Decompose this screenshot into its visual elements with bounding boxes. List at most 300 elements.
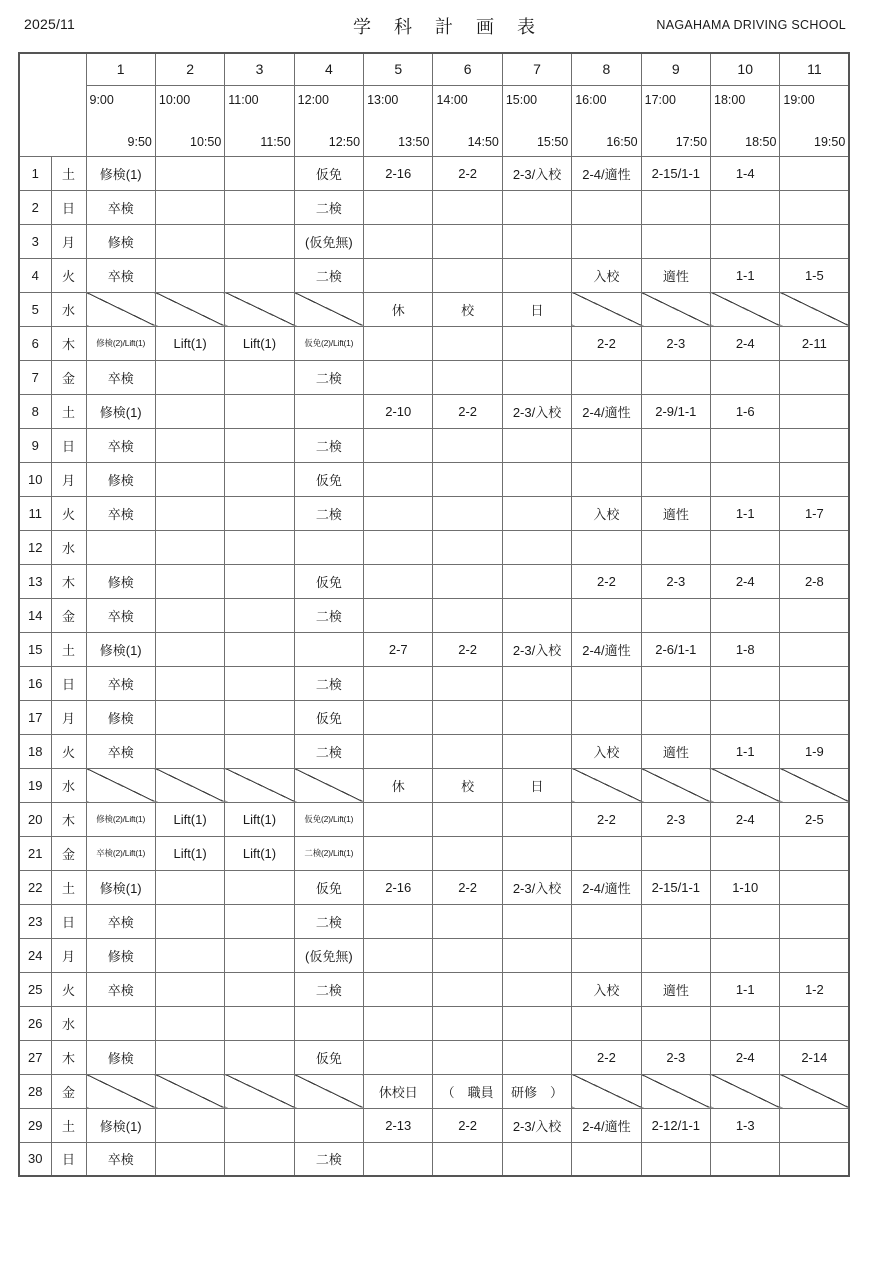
schedule-cell[interactable] <box>711 1142 780 1176</box>
schedule-cell[interactable]: Lift(1) <box>225 326 294 360</box>
schedule-cell[interactable] <box>225 938 294 972</box>
schedule-cell[interactable] <box>780 870 849 904</box>
schedule-cell[interactable] <box>225 1040 294 1074</box>
schedule-cell[interactable]: 2-16 <box>364 156 433 190</box>
closed-period-cell[interactable] <box>294 292 363 326</box>
schedule-cell[interactable] <box>711 530 780 564</box>
schedule-cell[interactable] <box>225 870 294 904</box>
schedule-cell[interactable]: 2-15/1-1 <box>641 156 710 190</box>
schedule-cell[interactable] <box>225 598 294 632</box>
schedule-cell[interactable] <box>502 326 571 360</box>
schedule-cell[interactable]: 2-2 <box>572 802 641 836</box>
closed-period-cell[interactable] <box>225 768 294 802</box>
schedule-cell[interactable] <box>502 496 571 530</box>
schedule-cell[interactable] <box>433 1006 502 1040</box>
schedule-cell[interactable] <box>641 938 710 972</box>
schedule-cell[interactable] <box>502 938 571 972</box>
schedule-cell[interactable] <box>225 632 294 666</box>
closed-period-cell[interactable] <box>780 1074 849 1108</box>
schedule-cell[interactable]: 1-1 <box>711 496 780 530</box>
schedule-cell[interactable] <box>433 326 502 360</box>
schedule-cell[interactable]: 2-3/入校 <box>502 1108 571 1142</box>
schedule-cell[interactable]: 卒検 <box>86 904 155 938</box>
schedule-cell[interactable] <box>780 700 849 734</box>
schedule-cell[interactable] <box>364 802 433 836</box>
schedule-cell[interactable]: 2-15/1-1 <box>641 870 710 904</box>
schedule-cell[interactable]: 卒検 <box>86 360 155 394</box>
schedule-cell[interactable] <box>572 700 641 734</box>
schedule-cell[interactable]: 2-9/1-1 <box>641 394 710 428</box>
schedule-cell[interactable]: 仮免 <box>294 564 363 598</box>
closed-period-cell[interactable] <box>86 292 155 326</box>
schedule-cell[interactable]: 仮免(2)/Lift(1) <box>294 326 363 360</box>
schedule-cell[interactable] <box>433 1142 502 1176</box>
schedule-cell[interactable]: 適性 <box>641 734 710 768</box>
closed-period-cell[interactable] <box>155 768 224 802</box>
schedule-cell[interactable] <box>364 360 433 394</box>
schedule-cell[interactable] <box>641 666 710 700</box>
schedule-cell[interactable]: 2-2 <box>433 870 502 904</box>
closed-period-cell[interactable] <box>572 768 641 802</box>
schedule-cell[interactable]: 2-4/適性 <box>572 632 641 666</box>
schedule-cell[interactable]: 2-4 <box>711 564 780 598</box>
schedule-cell[interactable]: 2-3/入校 <box>502 156 571 190</box>
schedule-cell[interactable]: 校 <box>433 768 502 802</box>
schedule-cell[interactable]: 適性 <box>641 496 710 530</box>
schedule-cell[interactable] <box>641 428 710 462</box>
schedule-cell[interactable] <box>711 462 780 496</box>
schedule-cell[interactable] <box>502 360 571 394</box>
schedule-cell[interactable]: 研修 ） <box>502 1074 571 1108</box>
schedule-cell[interactable] <box>711 700 780 734</box>
schedule-cell[interactable]: Lift(1) <box>225 802 294 836</box>
schedule-cell[interactable] <box>502 258 571 292</box>
schedule-cell[interactable]: Lift(1) <box>155 326 224 360</box>
schedule-cell[interactable] <box>225 904 294 938</box>
schedule-cell[interactable] <box>364 1142 433 1176</box>
schedule-cell[interactable] <box>572 224 641 258</box>
schedule-cell[interactable] <box>641 462 710 496</box>
schedule-cell[interactable] <box>155 1040 224 1074</box>
schedule-cell[interactable] <box>572 598 641 632</box>
schedule-cell[interactable] <box>780 904 849 938</box>
schedule-cell[interactable] <box>364 1040 433 1074</box>
schedule-cell[interactable]: 2-4 <box>711 326 780 360</box>
schedule-cell[interactable]: 二検 <box>294 428 363 462</box>
schedule-cell[interactable]: 入校 <box>572 258 641 292</box>
schedule-cell[interactable] <box>433 734 502 768</box>
schedule-cell[interactable] <box>641 530 710 564</box>
schedule-cell[interactable] <box>364 700 433 734</box>
schedule-cell[interactable] <box>502 972 571 1006</box>
schedule-cell[interactable] <box>433 428 502 462</box>
schedule-cell[interactable] <box>155 462 224 496</box>
schedule-cell[interactable] <box>364 1006 433 1040</box>
schedule-cell[interactable] <box>572 836 641 870</box>
schedule-cell[interactable] <box>155 428 224 462</box>
schedule-cell[interactable]: 2-4/適性 <box>572 394 641 428</box>
schedule-cell[interactable]: 修検(2)/Lift(1) <box>86 326 155 360</box>
schedule-cell[interactable] <box>572 1006 641 1040</box>
schedule-cell[interactable]: 2-3 <box>641 326 710 360</box>
schedule-cell[interactable]: 2-2 <box>433 1108 502 1142</box>
schedule-cell[interactable] <box>225 190 294 224</box>
schedule-cell[interactable]: 卒検 <box>86 666 155 700</box>
schedule-cell[interactable] <box>86 1006 155 1040</box>
schedule-cell[interactable] <box>155 564 224 598</box>
schedule-cell[interactable]: 2-2 <box>572 326 641 360</box>
schedule-cell[interactable] <box>225 530 294 564</box>
closed-period-cell[interactable] <box>225 292 294 326</box>
schedule-cell[interactable] <box>641 1142 710 1176</box>
schedule-cell[interactable] <box>641 1006 710 1040</box>
schedule-cell[interactable]: 日 <box>502 292 571 326</box>
schedule-cell[interactable] <box>433 190 502 224</box>
schedule-cell[interactable] <box>711 938 780 972</box>
schedule-cell[interactable] <box>225 666 294 700</box>
schedule-cell[interactable]: 修検 <box>86 462 155 496</box>
schedule-cell[interactable]: 二検 <box>294 972 363 1006</box>
schedule-cell[interactable]: 修検(1) <box>86 1108 155 1142</box>
schedule-cell[interactable] <box>155 224 224 258</box>
schedule-cell[interactable] <box>225 496 294 530</box>
schedule-cell[interactable]: 二検 <box>294 258 363 292</box>
schedule-cell[interactable] <box>572 666 641 700</box>
schedule-cell[interactable]: （ 職員 <box>433 1074 502 1108</box>
schedule-cell[interactable]: 入校 <box>572 972 641 1006</box>
schedule-cell[interactable] <box>780 462 849 496</box>
schedule-cell[interactable]: 二検(2)/Lift(1) <box>294 836 363 870</box>
schedule-cell[interactable]: 2-4 <box>711 802 780 836</box>
schedule-cell[interactable]: (仮免無) <box>294 224 363 258</box>
schedule-cell[interactable] <box>364 938 433 972</box>
schedule-cell[interactable] <box>711 1006 780 1040</box>
schedule-cell[interactable] <box>294 394 363 428</box>
schedule-cell[interactable] <box>294 530 363 564</box>
schedule-cell[interactable]: 1-8 <box>711 632 780 666</box>
schedule-cell[interactable] <box>711 428 780 462</box>
schedule-cell[interactable] <box>155 972 224 1006</box>
schedule-cell[interactable]: 2-3/入校 <box>502 870 571 904</box>
schedule-cell[interactable] <box>364 326 433 360</box>
schedule-cell[interactable] <box>502 904 571 938</box>
schedule-cell[interactable] <box>711 598 780 632</box>
schedule-cell[interactable] <box>155 394 224 428</box>
schedule-cell[interactable]: 2-3 <box>641 1040 710 1074</box>
closed-period-cell[interactable] <box>711 292 780 326</box>
closed-period-cell[interactable] <box>225 1074 294 1108</box>
schedule-cell[interactable] <box>780 428 849 462</box>
schedule-cell[interactable]: 二検 <box>294 904 363 938</box>
schedule-cell[interactable]: 二検 <box>294 360 363 394</box>
schedule-cell[interactable]: 日 <box>502 768 571 802</box>
schedule-cell[interactable]: 二検 <box>294 598 363 632</box>
schedule-cell[interactable]: 卒検 <box>86 734 155 768</box>
schedule-cell[interactable]: 2-2 <box>572 1040 641 1074</box>
schedule-cell[interactable] <box>155 700 224 734</box>
schedule-cell[interactable]: 卒検 <box>86 598 155 632</box>
schedule-cell[interactable]: 2-2 <box>572 564 641 598</box>
schedule-cell[interactable] <box>155 156 224 190</box>
closed-period-cell[interactable] <box>711 768 780 802</box>
schedule-cell[interactable] <box>780 666 849 700</box>
schedule-cell[interactable] <box>433 258 502 292</box>
schedule-cell[interactable] <box>294 1006 363 1040</box>
closed-period-cell[interactable] <box>294 1074 363 1108</box>
schedule-cell[interactable] <box>711 904 780 938</box>
schedule-cell[interactable] <box>433 360 502 394</box>
schedule-cell[interactable] <box>572 462 641 496</box>
schedule-cell[interactable] <box>225 394 294 428</box>
closed-period-cell[interactable] <box>641 1074 710 1108</box>
schedule-cell[interactable]: 2-4/適性 <box>572 1108 641 1142</box>
schedule-cell[interactable] <box>502 802 571 836</box>
schedule-cell[interactable]: 仮免 <box>294 462 363 496</box>
schedule-cell[interactable]: 2-16 <box>364 870 433 904</box>
schedule-cell[interactable] <box>780 156 849 190</box>
schedule-cell[interactable] <box>572 360 641 394</box>
schedule-cell[interactable] <box>364 258 433 292</box>
schedule-cell[interactable] <box>433 904 502 938</box>
schedule-cell[interactable] <box>502 190 571 224</box>
schedule-cell[interactable]: 1-6 <box>711 394 780 428</box>
schedule-cell[interactable] <box>433 224 502 258</box>
schedule-cell[interactable] <box>780 938 849 972</box>
schedule-cell[interactable] <box>86 530 155 564</box>
schedule-cell[interactable]: 2-7 <box>364 632 433 666</box>
closed-period-cell[interactable] <box>641 292 710 326</box>
schedule-cell[interactable]: 修検(2)/Lift(1) <box>86 802 155 836</box>
schedule-cell[interactable]: 1-2 <box>780 972 849 1006</box>
schedule-cell[interactable]: 2-2 <box>433 632 502 666</box>
schedule-cell[interactable]: 仮免 <box>294 700 363 734</box>
schedule-cell[interactable]: 2-13 <box>364 1108 433 1142</box>
closed-period-cell[interactable] <box>572 292 641 326</box>
schedule-cell[interactable]: 1-4 <box>711 156 780 190</box>
schedule-cell[interactable]: 2-3 <box>641 802 710 836</box>
schedule-cell[interactable]: 仮免 <box>294 156 363 190</box>
schedule-cell[interactable]: 二検 <box>294 1142 363 1176</box>
schedule-cell[interactable] <box>225 564 294 598</box>
schedule-cell[interactable] <box>364 428 433 462</box>
schedule-cell[interactable] <box>641 700 710 734</box>
schedule-cell[interactable] <box>155 258 224 292</box>
schedule-cell[interactable] <box>364 972 433 1006</box>
schedule-cell[interactable]: 卒検 <box>86 972 155 1006</box>
schedule-cell[interactable]: 修検 <box>86 564 155 598</box>
schedule-cell[interactable] <box>155 904 224 938</box>
schedule-cell[interactable] <box>294 1108 363 1142</box>
schedule-cell[interactable]: 修検 <box>86 700 155 734</box>
schedule-cell[interactable] <box>502 224 571 258</box>
schedule-cell[interactable] <box>155 360 224 394</box>
schedule-cell[interactable] <box>364 836 433 870</box>
schedule-cell[interactable]: 2-3/入校 <box>502 632 571 666</box>
schedule-cell[interactable] <box>502 1142 571 1176</box>
schedule-cell[interactable]: 適性 <box>641 258 710 292</box>
schedule-cell[interactable]: 2-3/入校 <box>502 394 571 428</box>
schedule-cell[interactable] <box>225 224 294 258</box>
schedule-cell[interactable] <box>433 972 502 1006</box>
schedule-cell[interactable]: 二検 <box>294 190 363 224</box>
schedule-cell[interactable]: 2-4/適性 <box>572 870 641 904</box>
schedule-cell[interactable] <box>433 700 502 734</box>
schedule-cell[interactable] <box>572 938 641 972</box>
schedule-cell[interactable] <box>433 666 502 700</box>
schedule-cell[interactable] <box>433 802 502 836</box>
schedule-cell[interactable] <box>572 190 641 224</box>
schedule-cell[interactable] <box>711 836 780 870</box>
schedule-cell[interactable]: 休 <box>364 292 433 326</box>
schedule-cell[interactable] <box>433 462 502 496</box>
schedule-cell[interactable]: 卒検 <box>86 428 155 462</box>
schedule-cell[interactable] <box>502 530 571 564</box>
schedule-cell[interactable] <box>225 462 294 496</box>
schedule-cell[interactable]: 休 <box>364 768 433 802</box>
schedule-cell[interactable]: 卒検 <box>86 496 155 530</box>
schedule-cell[interactable] <box>155 1006 224 1040</box>
schedule-cell[interactable] <box>572 530 641 564</box>
schedule-cell[interactable]: 2-6/1-1 <box>641 632 710 666</box>
closed-period-cell[interactable] <box>572 1074 641 1108</box>
schedule-cell[interactable] <box>572 904 641 938</box>
schedule-cell[interactable] <box>155 1142 224 1176</box>
schedule-cell[interactable]: 2-2 <box>433 394 502 428</box>
schedule-cell[interactable]: Lift(1) <box>155 836 224 870</box>
schedule-cell[interactable] <box>433 530 502 564</box>
schedule-cell[interactable] <box>780 632 849 666</box>
schedule-cell[interactable] <box>294 632 363 666</box>
schedule-cell[interactable] <box>572 1142 641 1176</box>
schedule-cell[interactable] <box>364 530 433 564</box>
schedule-cell[interactable] <box>502 598 571 632</box>
schedule-cell[interactable]: 入校 <box>572 734 641 768</box>
schedule-cell[interactable] <box>155 598 224 632</box>
schedule-cell[interactable]: 2-8 <box>780 564 849 598</box>
schedule-cell[interactable]: 2-11 <box>780 326 849 360</box>
closed-period-cell[interactable] <box>294 768 363 802</box>
schedule-cell[interactable] <box>502 666 571 700</box>
schedule-cell[interactable]: 2-4 <box>711 1040 780 1074</box>
schedule-cell[interactable]: 卒検 <box>86 1142 155 1176</box>
schedule-cell[interactable] <box>780 530 849 564</box>
schedule-cell[interactable] <box>711 666 780 700</box>
schedule-cell[interactable] <box>155 1108 224 1142</box>
closed-period-cell[interactable] <box>780 768 849 802</box>
schedule-cell[interactable]: 入校 <box>572 496 641 530</box>
schedule-cell[interactable]: 1-3 <box>711 1108 780 1142</box>
schedule-cell[interactable] <box>780 1006 849 1040</box>
schedule-cell[interactable] <box>780 394 849 428</box>
schedule-cell[interactable] <box>433 1040 502 1074</box>
schedule-cell[interactable] <box>711 360 780 394</box>
schedule-cell[interactable]: 2-3 <box>641 564 710 598</box>
schedule-cell[interactable]: 修検(1) <box>86 156 155 190</box>
schedule-cell[interactable]: 1-7 <box>780 496 849 530</box>
schedule-cell[interactable]: 2-5 <box>780 802 849 836</box>
schedule-cell[interactable]: 修検(1) <box>86 394 155 428</box>
schedule-cell[interactable] <box>502 1040 571 1074</box>
schedule-cell[interactable] <box>225 734 294 768</box>
schedule-cell[interactable] <box>155 938 224 972</box>
schedule-cell[interactable] <box>641 904 710 938</box>
schedule-cell[interactable] <box>155 190 224 224</box>
schedule-cell[interactable] <box>780 224 849 258</box>
schedule-cell[interactable]: 適性 <box>641 972 710 1006</box>
schedule-cell[interactable]: 2-12/1-1 <box>641 1108 710 1142</box>
schedule-cell[interactable] <box>502 700 571 734</box>
schedule-cell[interactable]: 修検(1) <box>86 870 155 904</box>
schedule-cell[interactable]: 休校日 <box>364 1074 433 1108</box>
closed-period-cell[interactable] <box>155 292 224 326</box>
schedule-cell[interactable] <box>433 496 502 530</box>
schedule-cell[interactable]: 2-10 <box>364 394 433 428</box>
schedule-cell[interactable] <box>364 224 433 258</box>
schedule-cell[interactable]: 修検 <box>86 1040 155 1074</box>
schedule-cell[interactable] <box>780 598 849 632</box>
schedule-cell[interactable] <box>364 666 433 700</box>
schedule-cell[interactable] <box>155 734 224 768</box>
schedule-cell[interactable]: 二検 <box>294 666 363 700</box>
schedule-cell[interactable] <box>780 360 849 394</box>
schedule-cell[interactable]: 修検 <box>86 938 155 972</box>
schedule-cell[interactable]: Lift(1) <box>155 802 224 836</box>
schedule-cell[interactable] <box>641 598 710 632</box>
schedule-cell[interactable] <box>502 734 571 768</box>
schedule-cell[interactable] <box>433 938 502 972</box>
schedule-cell[interactable] <box>225 1108 294 1142</box>
schedule-cell[interactable] <box>502 836 571 870</box>
schedule-cell[interactable]: 校 <box>433 292 502 326</box>
schedule-cell[interactable] <box>433 836 502 870</box>
schedule-cell[interactable]: 1-10 <box>711 870 780 904</box>
schedule-cell[interactable] <box>364 190 433 224</box>
schedule-cell[interactable] <box>364 462 433 496</box>
schedule-cell[interactable]: 1-5 <box>780 258 849 292</box>
schedule-cell[interactable] <box>225 1006 294 1040</box>
schedule-cell[interactable] <box>711 224 780 258</box>
schedule-cell[interactable] <box>225 258 294 292</box>
schedule-cell[interactable]: 修検 <box>86 224 155 258</box>
schedule-cell[interactable] <box>502 564 571 598</box>
schedule-cell[interactable] <box>572 428 641 462</box>
schedule-cell[interactable] <box>641 836 710 870</box>
schedule-cell[interactable]: 卒検 <box>86 190 155 224</box>
closed-period-cell[interactable] <box>711 1074 780 1108</box>
schedule-cell[interactable]: 2-2 <box>433 156 502 190</box>
schedule-cell[interactable] <box>780 1142 849 1176</box>
schedule-cell[interactable] <box>364 564 433 598</box>
schedule-cell[interactable] <box>225 156 294 190</box>
schedule-cell[interactable] <box>502 428 571 462</box>
schedule-cell[interactable] <box>225 360 294 394</box>
schedule-cell[interactable]: Lift(1) <box>225 836 294 870</box>
schedule-cell[interactable] <box>433 598 502 632</box>
schedule-cell[interactable] <box>155 496 224 530</box>
schedule-cell[interactable]: 卒検(2)/Lift(1) <box>86 836 155 870</box>
schedule-cell[interactable] <box>364 734 433 768</box>
closed-period-cell[interactable] <box>641 768 710 802</box>
schedule-cell[interactable]: 2-14 <box>780 1040 849 1074</box>
schedule-cell[interactable] <box>641 360 710 394</box>
schedule-cell[interactable] <box>225 972 294 1006</box>
schedule-cell[interactable] <box>780 836 849 870</box>
schedule-cell[interactable] <box>155 666 224 700</box>
schedule-cell[interactable]: 2-4/適性 <box>572 156 641 190</box>
closed-period-cell[interactable] <box>86 768 155 802</box>
closed-period-cell[interactable] <box>155 1074 224 1108</box>
schedule-cell[interactable] <box>155 632 224 666</box>
